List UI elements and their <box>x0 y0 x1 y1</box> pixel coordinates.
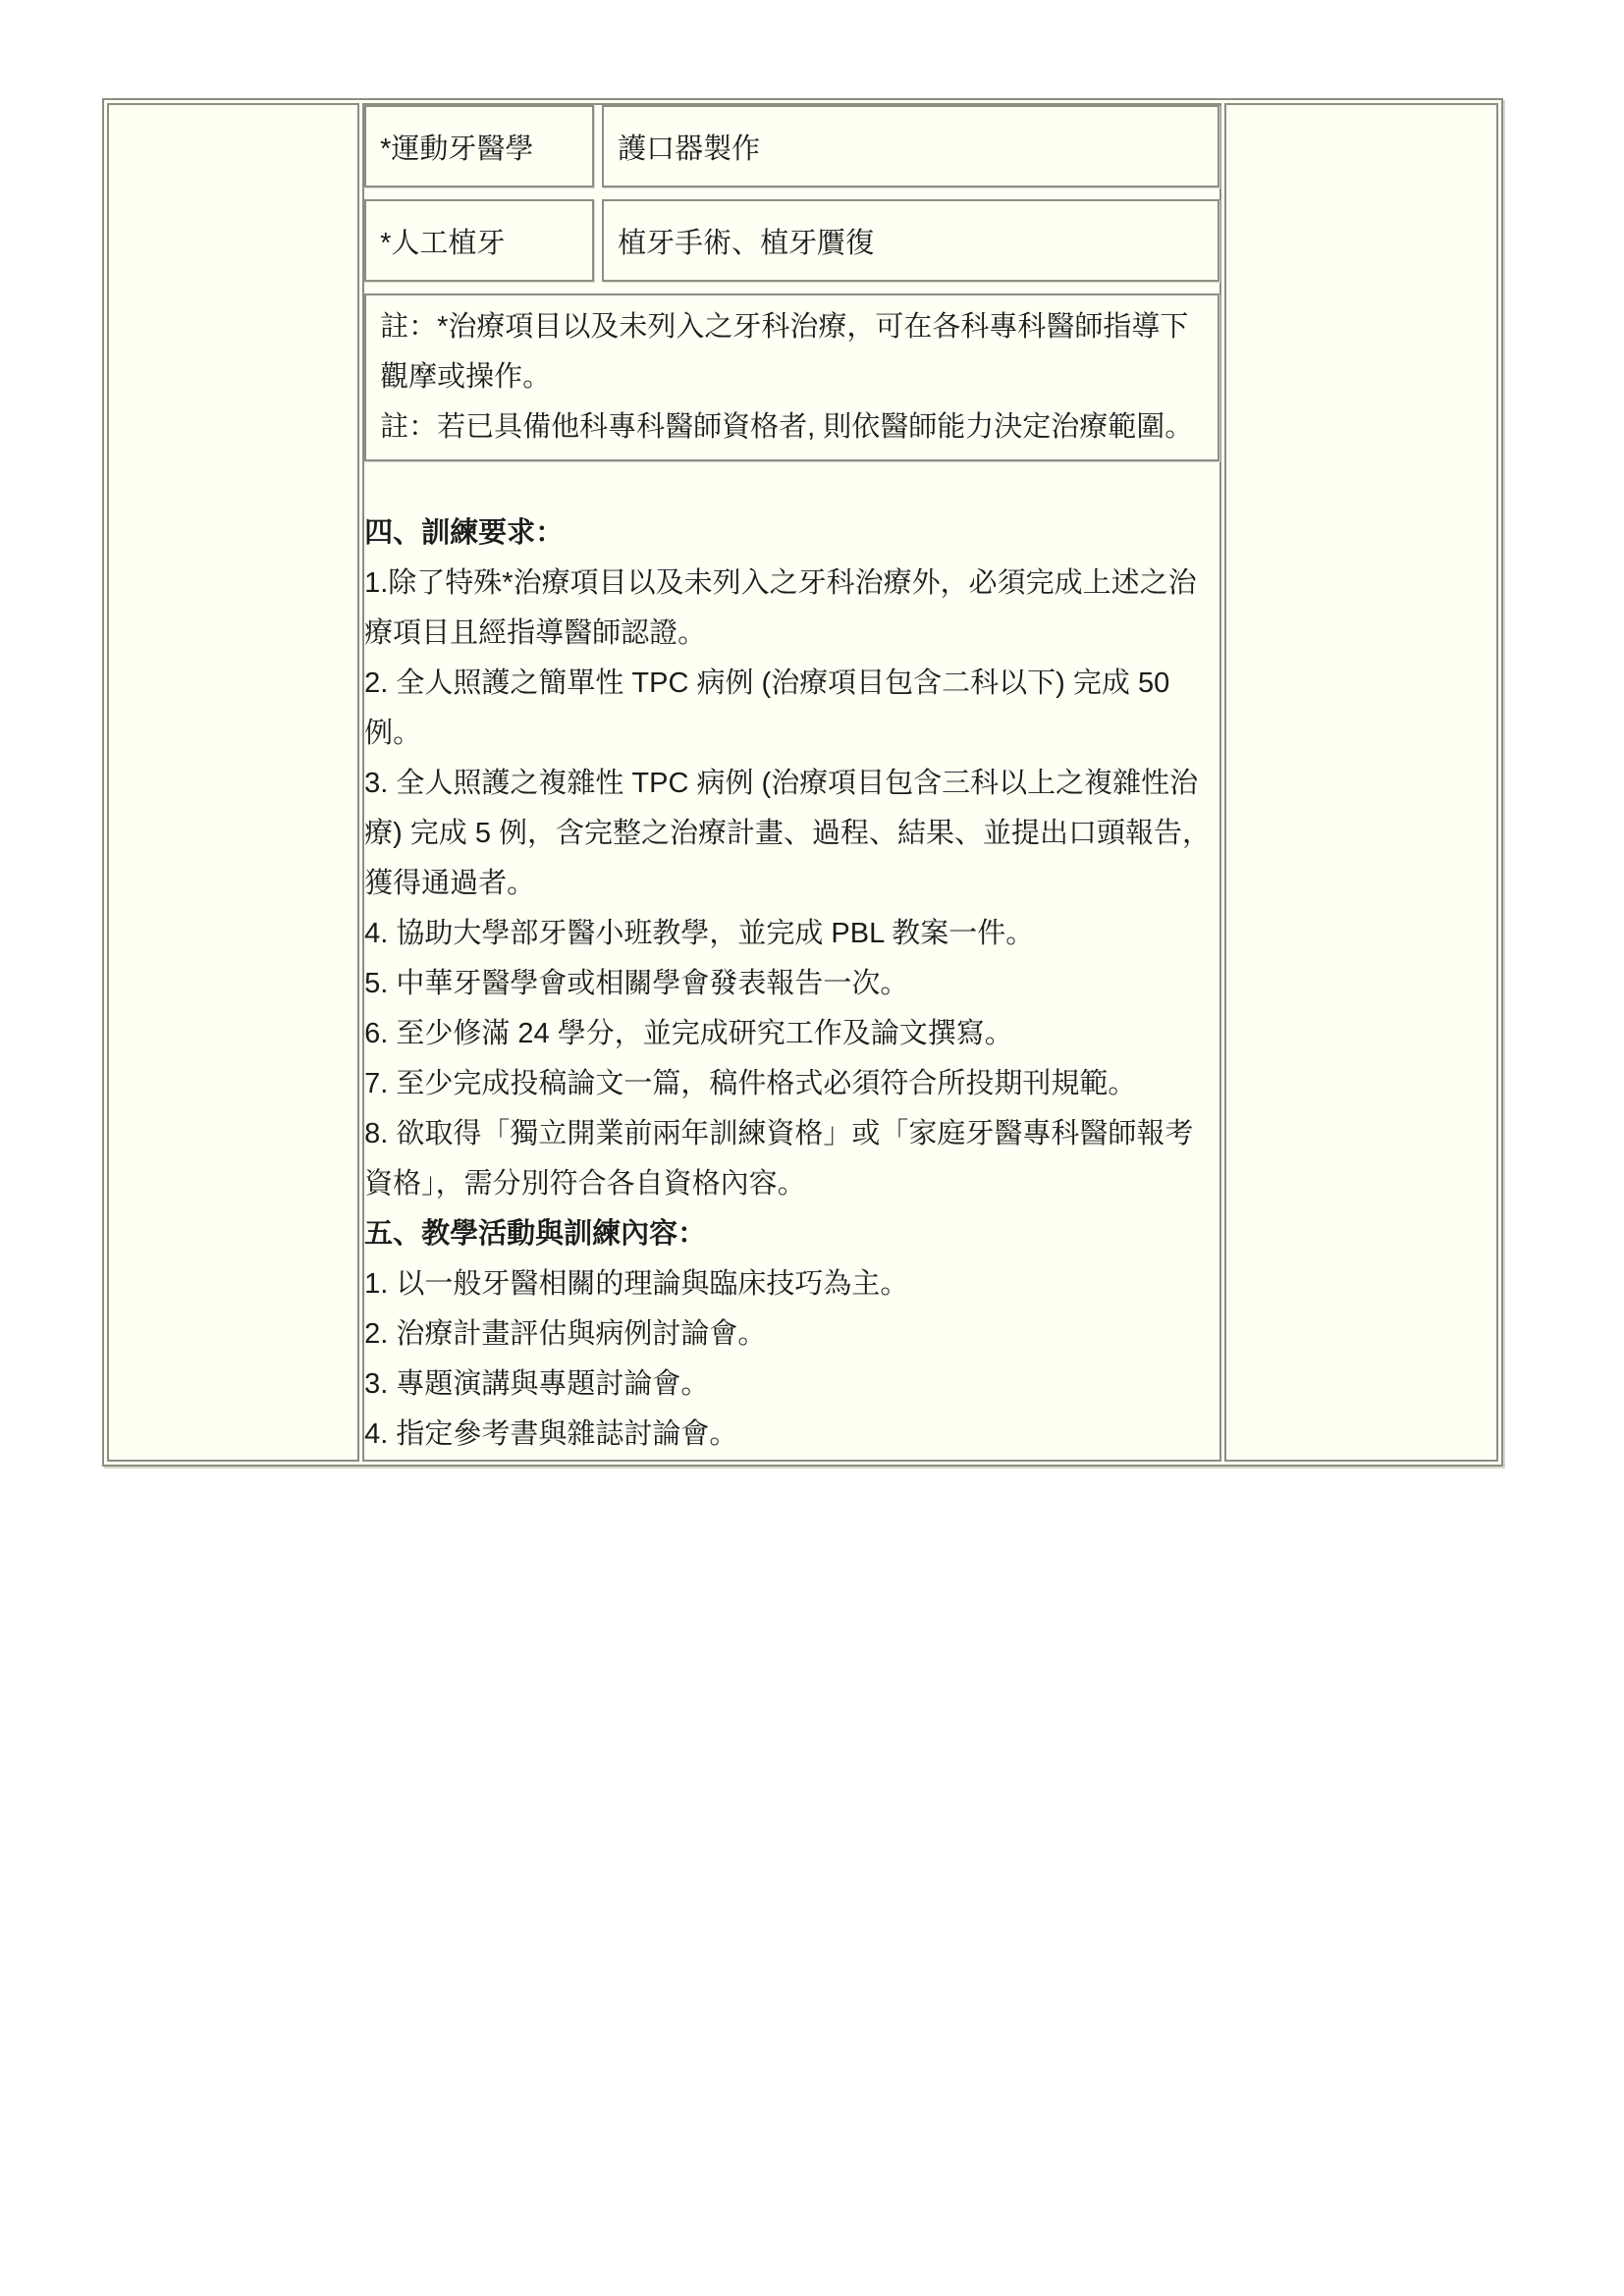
content-text <box>364 508 1219 1460</box>
list-item: 2. 全人照護之簡單性 TPC 病例 (治療項目包含二科以下) 完成 50 例。 <box>364 667 1170 749</box>
treatment-row <box>364 199 1219 282</box>
list-item: 3. 專題演講與專題討論會。 <box>364 1368 710 1400</box>
notes-box <box>364 294 1219 461</box>
section-heading-teaching-activities: 五、教學活動與訓練內容： <box>364 1218 707 1250</box>
list-item: 2. 治療計畫評估與病例討論會。 <box>364 1318 767 1350</box>
list-item: 3. 全人照護之複雜性 TPC 病例 (治療項目包含三科以上之複雜性治療) 完成 5 例，含完整之治療計畫、過程、結果、並提出口頭報告，獲得通過者。 <box>364 768 1212 899</box>
treatment-category-cell: *人工植牙 <box>364 199 594 282</box>
document-table <box>102 98 1503 1467</box>
list-item: 4. 指定參考書與雜誌討論會。 <box>364 1418 738 1450</box>
treatment-items-cell: 護口器製作 <box>602 105 1219 187</box>
note-line: 註：*治療項目以及未列入之牙科治療，可在各科專科醫師指導下觀摩或操作。 <box>380 311 1189 393</box>
list-item: 1. 以一般牙醫相關的理論與臨床技巧為主。 <box>364 1268 909 1300</box>
note-line: 註：若已具備他科專科醫師資格者, 則依醫師能力決定治療範圍。 <box>380 411 1194 443</box>
table-row <box>107 103 1498 1462</box>
list-item: 7. 至少完成投稿論文一篇，稿件格式必須符合所投期刊規範。 <box>364 1068 1137 1099</box>
treatment-items-cell: 植牙手術、植牙贋復 <box>602 199 1219 282</box>
treatment-row <box>364 105 1219 187</box>
list-item: 6. 至少修滿 24 學分，並完成研究工作及論文撰寫。 <box>364 1018 1013 1049</box>
treatment-category-cell: *運動牙醫學 <box>364 105 594 187</box>
list-item: 8. 欲取得「獨立開業前兩年訓練資格」或「家庭牙醫專科醫師報考資格」，需分別符合各自資格內容。 <box>364 1118 1194 1200</box>
list-item: 4. 協助大學部牙醫小班教學，並完成 PBL 教案一件。 <box>364 918 1035 949</box>
table-cell-content <box>362 103 1221 1462</box>
table-cell-left-empty <box>107 103 359 1462</box>
list-item: 1.除了特殊*治療項目以及未列入之牙科治療外，必須完成上述之治療項目且經指導醫師認證。 <box>364 567 1197 649</box>
section-heading-training-requirements: 四、訓練要求： <box>364 517 565 549</box>
list-item: 5. 中華牙醫學會或相關學會發表報告一次。 <box>364 968 909 999</box>
table-cell-right-empty <box>1224 103 1498 1462</box>
